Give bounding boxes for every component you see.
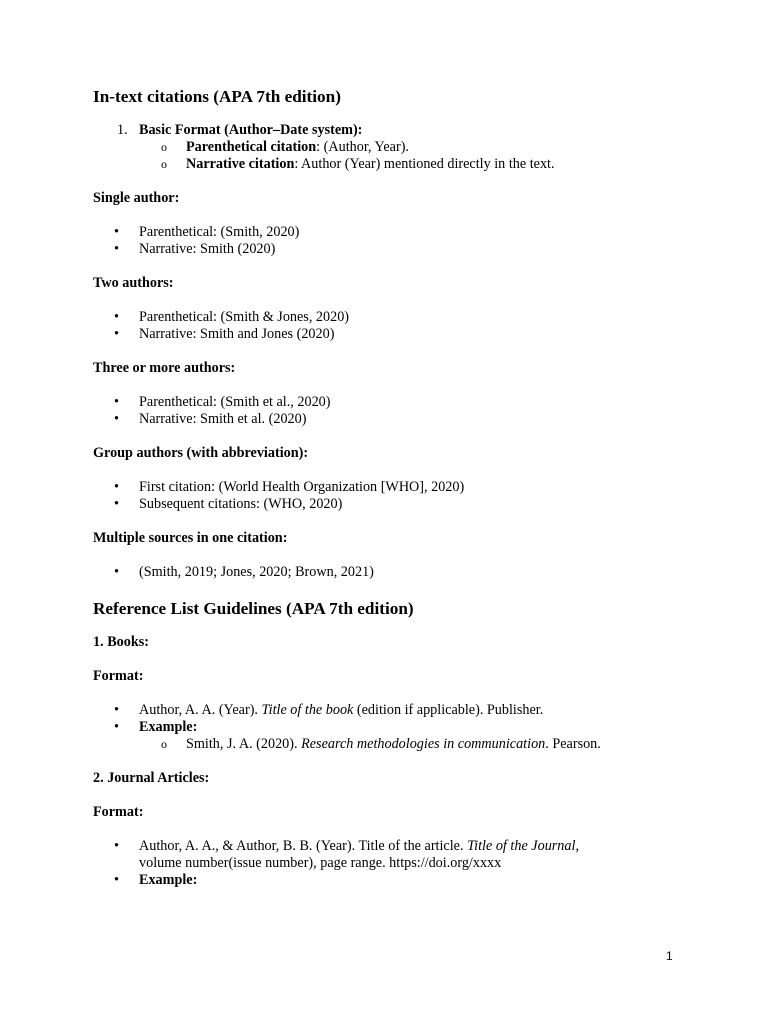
list-item — [93, 309, 713, 326]
page-number: 1 — [666, 949, 673, 963]
bullet-icon: • — [114, 564, 119, 580]
bullet-icon: • — [114, 326, 119, 342]
basic-format-label: Basic Format (Author–Date system): — [139, 122, 363, 138]
format-title-italic: Title of the book — [261, 702, 354, 718]
narrative-label: Narrative citation — [186, 156, 295, 172]
list-item — [93, 411, 713, 428]
bullet-icon: • — [114, 496, 119, 512]
bullet-list — [93, 479, 713, 513]
circle-bullet-icon: o — [161, 737, 167, 751]
example-title-italic: Research methodologies in communication — [301, 736, 546, 752]
bullet-icon: • — [114, 224, 119, 240]
bullet-icon: • — [114, 872, 119, 888]
reference-title: Reference List Guidelines (APA 7th edition) — [93, 599, 414, 618]
books-heading: 1. Books: — [93, 634, 149, 650]
list-item-text: (Smith, 2019; Jones, 2020; Brown, 2021) — [139, 564, 374, 580]
list-number: 1. — [117, 122, 128, 138]
basic-format-list — [93, 122, 713, 173]
list-item — [93, 394, 713, 411]
parenthetical-text: : (Author, Year). — [316, 139, 409, 155]
section-single-author — [93, 190, 713, 258]
format-text: (edition if applicable). Publisher. — [353, 702, 544, 718]
list-item-text: Narrative: Smith (2020) — [139, 241, 276, 257]
list-item-text: Narrative: Smith et al. (2020) — [139, 411, 307, 427]
list-item — [93, 241, 713, 258]
section-heading: Two authors: — [93, 275, 174, 291]
journals-example-item — [93, 872, 713, 889]
list-item-text: Parenthetical: (Smith, 2020) — [139, 224, 300, 240]
section-two-authors — [93, 275, 713, 343]
journals-format-item — [93, 838, 713, 872]
section-heading: Single author: — [93, 190, 180, 206]
intext-title: In-text citations (APA 7th edition) — [93, 87, 341, 106]
list-item — [93, 564, 713, 581]
bullet-icon: • — [114, 702, 119, 718]
bullet-icon: • — [114, 411, 119, 427]
narrative-text: : Author (Year) mentioned directly in the text. — [294, 156, 555, 172]
format-journal-italic: Title of the Journal — [467, 838, 576, 854]
example-label: Example: — [139, 872, 198, 888]
section-multiple-sources — [93, 530, 713, 581]
bullet-icon: • — [114, 394, 119, 410]
document-page — [93, 86, 713, 889]
bullet-icon: • — [114, 719, 119, 735]
list-item-text: Subsequent citations: (WHO, 2020) — [139, 496, 343, 512]
bullet-icon: • — [114, 838, 119, 854]
list-item — [93, 479, 713, 496]
books-example-item — [93, 719, 713, 736]
bullet-icon: • — [114, 309, 119, 325]
journals-list — [93, 838, 713, 889]
journals-heading: 2. Journal Articles: — [93, 770, 210, 786]
format-text-line2: volume number(issue number), page range. https://doi.org/xxxx — [139, 855, 502, 871]
section-heading: Three or more authors: — [93, 360, 236, 376]
parenthetical-label: Parenthetical citation — [186, 139, 317, 155]
bullet-icon: • — [114, 479, 119, 495]
list-item — [93, 326, 713, 343]
books-format-label: Format: — [93, 668, 144, 684]
list-item-text: Parenthetical: (Smith & Jones, 2020) — [139, 309, 350, 325]
section-heading: Multiple sources in one citation: — [93, 530, 288, 546]
format-text: Author, A. A., & Author, B. B. (Year). Title of the article. — [139, 838, 468, 854]
list-item — [93, 224, 713, 241]
example-text: . Pearson. — [545, 736, 601, 752]
format-text: Author, A. A. (Year). — [139, 702, 262, 718]
example-text: Smith, J. A. (2020). — [186, 736, 302, 752]
narrative-item — [93, 156, 713, 173]
bullet-list — [93, 394, 713, 428]
circle-bullet-icon: o — [161, 140, 167, 154]
list-item-text: First citation: (World Health Organization [WHO], 2020) — [139, 479, 465, 495]
bullet-list — [93, 224, 713, 258]
section-three-or-more-authors — [93, 360, 713, 428]
example-label: Example: — [139, 719, 198, 735]
parenthetical-item — [93, 139, 713, 156]
books-list — [93, 702, 713, 753]
bullet-list — [93, 564, 713, 581]
section-heading: Group authors (with abbreviation): — [93, 445, 309, 461]
list-item-text: Narrative: Smith and Jones (2020) — [139, 326, 335, 342]
journals-format-label: Format: — [93, 804, 144, 820]
books-example-entry — [93, 736, 713, 753]
circle-bullet-icon: o — [161, 157, 167, 171]
section-group-authors — [93, 445, 713, 513]
books-format-item — [93, 702, 713, 719]
list-item-text: Parenthetical: (Smith et al., 2020) — [139, 394, 331, 410]
bullet-icon: • — [114, 241, 119, 257]
list-item — [93, 496, 713, 513]
bullet-list — [93, 309, 713, 343]
basic-format-item — [93, 122, 713, 139]
format-text: , — [575, 838, 579, 854]
